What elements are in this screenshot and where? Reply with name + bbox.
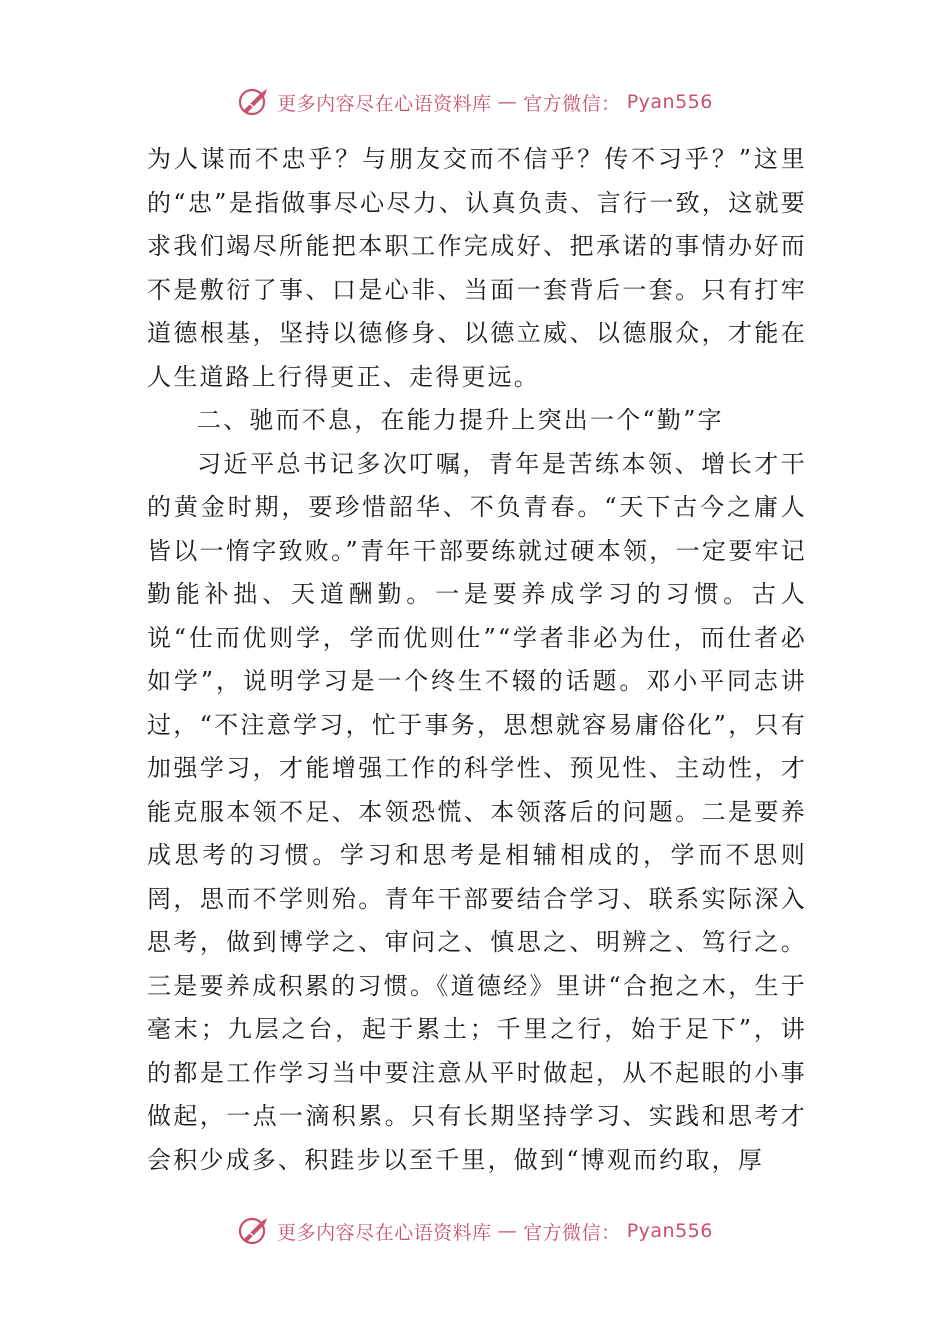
paragraph: 习近平总书记多次叮嘱，青年是苦练本领、增长才干的黄金时期，要珍惜韶华、不负青春。“天下古今之庸人皆以一惰字致败。”青年干部要练就过硬本领，一定要牢记勤能补拙、天道酬勤。一是要养成学习的习惯。古人说“仕而优则学，学而优则仕”“学者非必为仕，而仕者必如学”，说明学习是一个终生不辍的话题。邓小平同志讲过，“不注意学习，忙于事务，思想就容易庸俗化”，只有加强学习，才能增强工作的科学性、预见性、主动性，才能克服本领不足、本领恐慌、本领落后的问题。二是要养成思考的习惯。学习和思考是相辅相成的，学而不思则罔，思而不学则殆。青年干部要结合学习、联系实际深入思考，做到博学之、审问之、慎思之、明辨之、笃行之。三是要养成积累的习惯。《道德经》里讲“合抱之木，生于毫末；九层之台，起于累土；千里之行，始于足下”，讲的都是工作学习当中要注意从平时做起，从不起眼的小事做起，一点一滴积累。只有长期坚持学习、实践和思考才会积少成多、积跬步以至千里，做到“博观而约取，厚 bbox=[147, 449, 807, 1174]
header-watermark bbox=[0, 82, 950, 122]
watermark-brand-text: 更多内容尽在心语资料库 bbox=[277, 1221, 492, 1244]
pen-logo-icon bbox=[237, 85, 271, 119]
watermark-wechat-text: 官方微信： bbox=[523, 92, 621, 115]
paragraph-continued: 为人谋而不忠乎？与朋友交而不信乎？传不习乎？”这里的“忠”是指做事尽心尽力、认真负责、言行一致，这就要求我们竭尽所能把本职工作完成好、把承诺的事情办好而不是敷衍了事、口是心非、当面一套背后一套。只有打牢道德根基，坚持以德修身、以德立威、以德服众，才能在人生道路上行得更正、走得更远。 bbox=[147, 145, 807, 391]
watermark-wechat-text: 官方微信： bbox=[523, 1221, 621, 1244]
watermark-handle: Pyan556 bbox=[626, 91, 713, 113]
section-heading: 二、驰而不息，在能力提升上突出一个“勤”字 bbox=[197, 406, 724, 434]
watermark-handle: Pyan556 bbox=[626, 1220, 713, 1242]
footer-watermark bbox=[0, 1211, 950, 1251]
watermark-separator: — bbox=[497, 1220, 518, 1242]
watermark-separator: — bbox=[497, 91, 518, 113]
pen-logo-icon bbox=[237, 1214, 271, 1248]
watermark-brand-text: 更多内容尽在心语资料库 bbox=[277, 92, 492, 115]
document-body bbox=[147, 138, 807, 1182]
